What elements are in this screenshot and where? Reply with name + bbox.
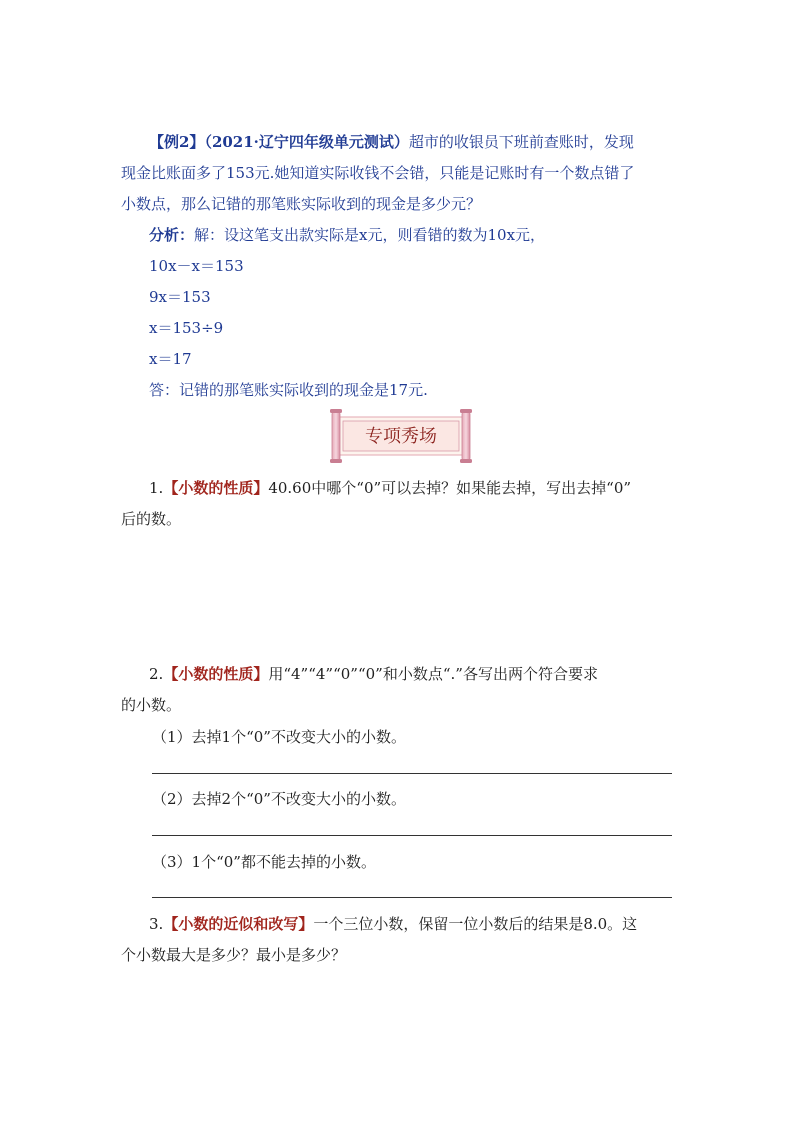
analysis-text: 解：设这笔支出款实际是x元，则看错的数为10x元， [194, 226, 546, 244]
example-label: 【例2】 [149, 133, 205, 151]
q2-text-1: 用“4”“4”“0”“0”和小数点“.”各写出两个符合要求 [268, 665, 598, 683]
q3-tag: 【小数的近似和改写】 [163, 915, 314, 933]
analysis-label: 分析： [149, 226, 195, 244]
q2-line-1 [149, 664, 598, 684]
q3-text-1: 一个三位小数，保留一位小数后的结果是8.0。这 [313, 915, 638, 933]
example-line-2: 现金比账面多了153元.她知道实际收钱不会错，只能是记账时有一个数点错了 [121, 164, 635, 182]
example-source: （2021·辽宁四年级单元测试） [204, 133, 409, 151]
q3-line-1 [149, 914, 637, 934]
q2-line-2: 的小数。 [121, 696, 182, 714]
banner-title: 专项秀场 [365, 426, 437, 447]
analysis-answer: 答：记错的那笔账实际收到的现金是17元. [149, 381, 428, 399]
example-line-1 [149, 132, 634, 152]
q3-line-2: 个小数最大是多少？最小是多少？ [121, 946, 347, 964]
q2-sub-1: （1）去掉1个“0”不改变大小的小数。 [152, 728, 406, 746]
q2-sub-3: （3）1个“0”都不能去掉的小数。 [152, 853, 376, 871]
q1-line-1 [149, 478, 631, 498]
q2-number: 2. [149, 665, 164, 683]
q1-text-1: 40.60中哪个“0”可以去掉？如果能去掉，写出去掉“0” [268, 479, 632, 497]
q3-number: 3. [149, 915, 164, 933]
q1-line-2: 后的数。 [121, 510, 182, 528]
analysis-step-2: 9x＝153 [149, 288, 211, 306]
analysis-step-3: x＝153÷9 [149, 319, 224, 337]
answer-line-3[interactable] [152, 897, 672, 898]
q2-sub-2: （2）去掉2个“0”不改变大小的小数。 [152, 790, 406, 808]
analysis-line-1 [149, 225, 545, 245]
q1-tag: 【小数的性质】 [163, 479, 269, 497]
answer-line-1[interactable] [152, 773, 672, 774]
section-banner [330, 408, 472, 464]
example-line-3: 小数点，那么记错的那笔账实际收到的现金是多少元？ [121, 195, 482, 213]
q2-tag: 【小数的性质】 [163, 665, 269, 683]
q1-number: 1. [149, 479, 164, 497]
analysis-step-4: x＝17 [149, 350, 192, 368]
analysis-step-1: 10x－x＝153 [149, 257, 244, 275]
answer-line-2[interactable] [152, 835, 672, 836]
example-text-1: 超市的收银员下班前查账时，发现 [408, 133, 634, 151]
